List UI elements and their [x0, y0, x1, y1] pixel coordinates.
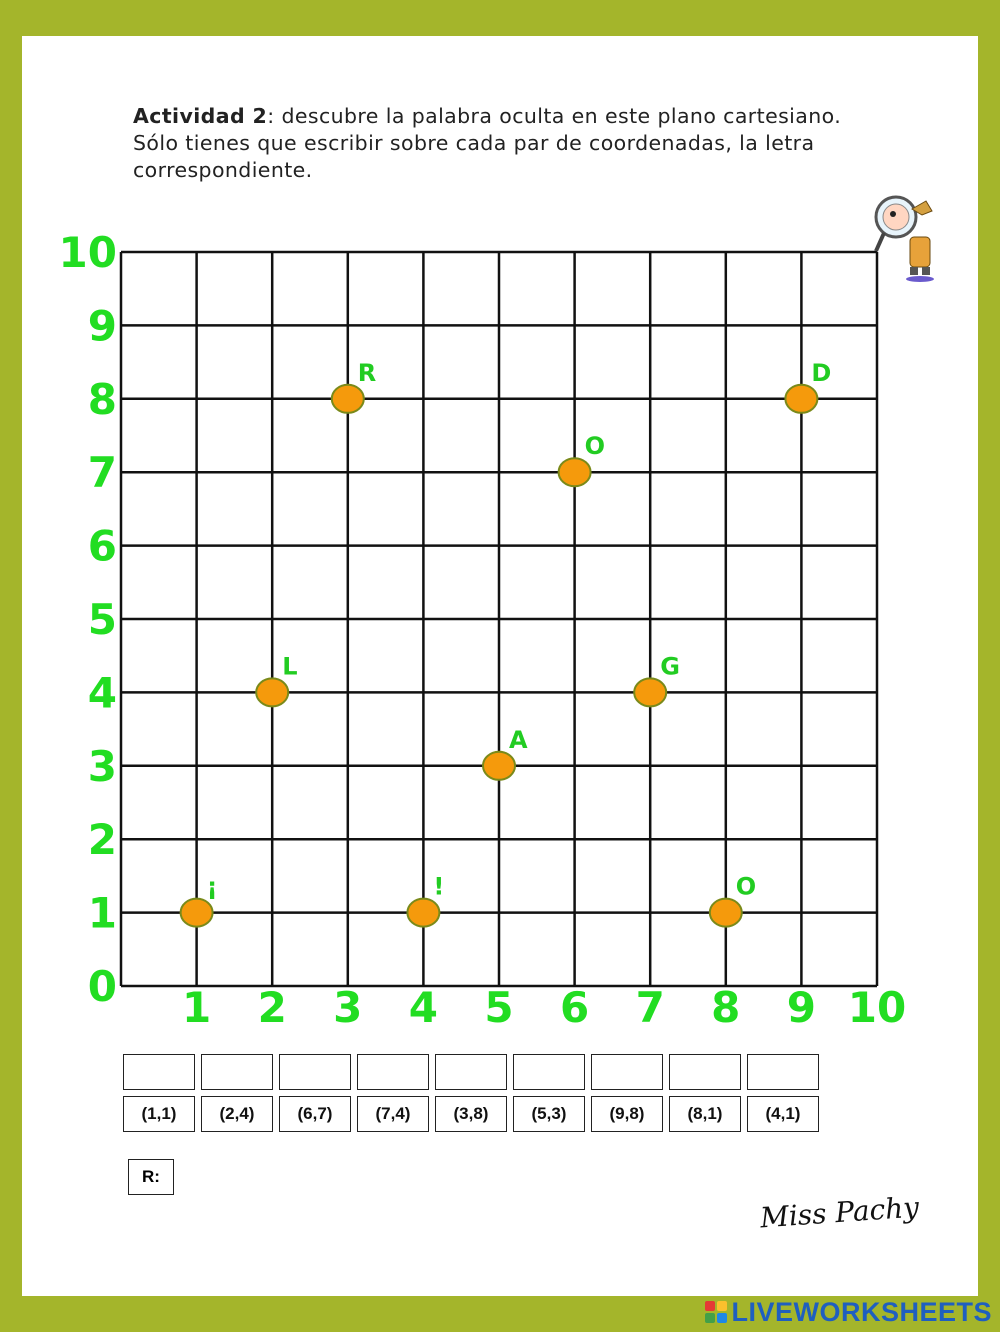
- signature: Miss Pachy: [759, 1190, 921, 1235]
- x-tick-label: 2: [257, 983, 287, 1032]
- answer-input[interactable]: [279, 1054, 351, 1090]
- y-tick-label: 2: [87, 815, 117, 865]
- answer-input[interactable]: [747, 1054, 819, 1090]
- y-tick-label: 5: [87, 595, 117, 644]
- liveworksheets-brand: [705, 1297, 992, 1327]
- instructions-line2: Sólo tienes que escribir sobre cada par de coordenadas, la letra: [133, 131, 815, 155]
- brand-text: LIVEWORKSHEETS: [731, 1296, 992, 1327]
- answer-input[interactable]: [201, 1054, 273, 1090]
- y-tick-label: 8: [87, 374, 117, 424]
- instructions-line1: : descubre la palabra oculta en este plano cartesiano.: [267, 104, 842, 128]
- x-axis-ticks: [182, 983, 906, 1032]
- liveworksheets-logo-icon: [705, 1301, 727, 1323]
- answer-input[interactable]: [513, 1054, 585, 1090]
- point-label: O: [735, 872, 757, 901]
- point-label: D: [811, 358, 832, 387]
- y-tick-label: 0: [87, 962, 117, 1011]
- point-label: A: [509, 725, 528, 754]
- x-tick-label: 6: [559, 983, 590, 1032]
- y-tick-label: 3: [87, 741, 117, 791]
- answer-input[interactable]: [357, 1054, 429, 1090]
- y-tick-label: 6: [87, 521, 117, 571]
- point-marker: [256, 678, 288, 706]
- x-tick-label: 4: [408, 983, 439, 1032]
- result-box[interactable]: R:: [128, 1159, 174, 1195]
- answer-input[interactable]: [435, 1054, 507, 1090]
- coordinate-label: (8,1): [669, 1096, 741, 1132]
- point-marker: [181, 899, 213, 927]
- point-label: G: [660, 652, 680, 681]
- x-tick-label: 10: [847, 983, 907, 1032]
- coordinate-label: (3,8): [435, 1096, 507, 1132]
- grid-lines: [121, 252, 877, 986]
- point-marker: [710, 899, 742, 927]
- detective-magnifier-icon: [876, 197, 934, 282]
- coordinate-label: (5,3): [513, 1096, 585, 1132]
- point-label: O: [584, 432, 606, 461]
- point-label: R: [357, 358, 377, 387]
- answer-input[interactable]: [123, 1054, 195, 1090]
- point-marker: [634, 678, 666, 706]
- x-tick-label: 8: [711, 983, 741, 1032]
- x-tick-label: 5: [484, 983, 514, 1032]
- instructions-line3: correspondiente.: [133, 158, 313, 182]
- point-marker: [407, 899, 439, 927]
- coordinate-label: (7,4): [357, 1096, 429, 1132]
- coordinate-label: (4,1): [747, 1096, 819, 1132]
- answer-input[interactable]: [669, 1054, 741, 1090]
- point-label: !: [433, 872, 445, 901]
- coordinate-label: (1,1): [123, 1096, 195, 1132]
- coordinate-label: (6,7): [279, 1096, 351, 1132]
- point-marker: [483, 752, 515, 780]
- point-label: L: [282, 652, 298, 681]
- coordinate-label: (2,4): [201, 1096, 273, 1132]
- point-marker: [332, 385, 364, 413]
- x-tick-label: 3: [333, 983, 363, 1032]
- y-tick-label: 7: [87, 448, 117, 498]
- y-tick-label: 1: [87, 888, 117, 938]
- y-axis-ticks: [59, 228, 117, 1011]
- coordinate-row: [123, 1096, 819, 1132]
- point-marker: [785, 385, 817, 413]
- plot-points: [181, 359, 832, 927]
- coordinate-label: (9,8): [591, 1096, 663, 1132]
- y-tick-label: 9: [87, 301, 117, 351]
- point-marker: [559, 458, 591, 486]
- x-tick-label: 9: [786, 983, 817, 1032]
- y-tick-label: 4: [87, 668, 117, 718]
- x-tick-label: 7: [635, 983, 665, 1032]
- x-tick-label: 1: [181, 983, 212, 1032]
- answer-input[interactable]: [591, 1054, 663, 1090]
- y-tick-label: 10: [58, 228, 117, 277]
- answer-row: [123, 1054, 819, 1090]
- point-label: ¡: [206, 872, 218, 901]
- activity-label: Actividad 2: [133, 104, 268, 128]
